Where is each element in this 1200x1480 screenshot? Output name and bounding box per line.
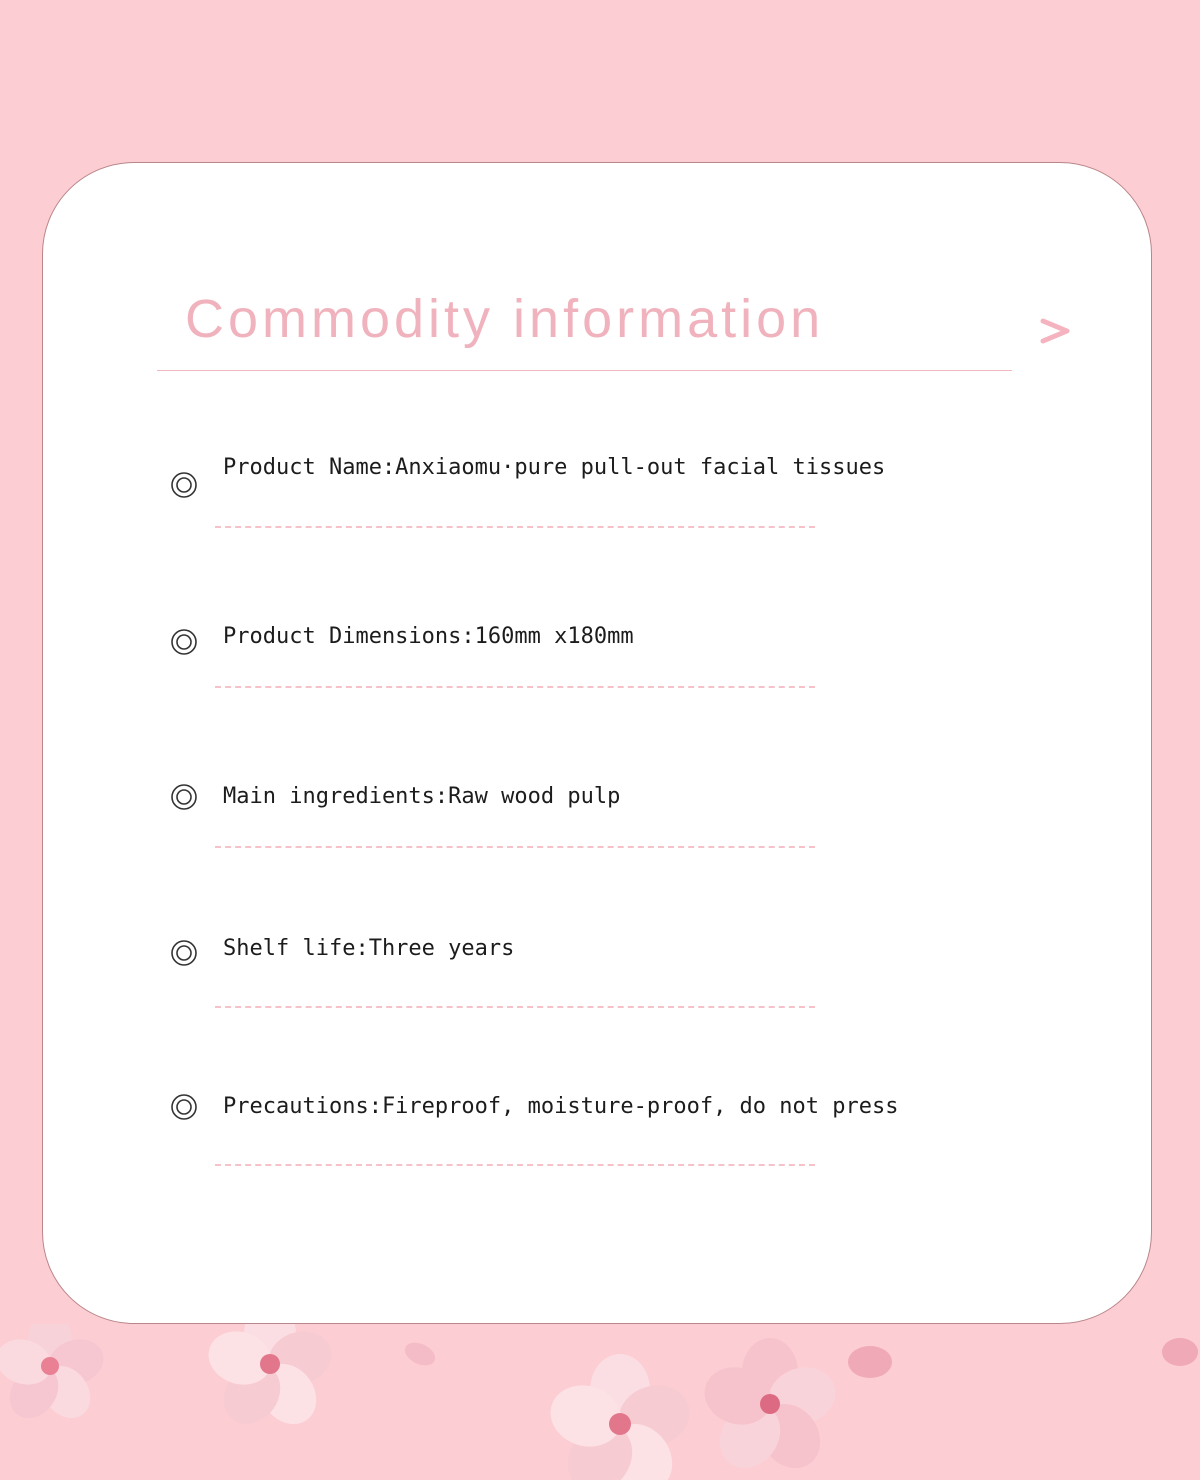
double-circle-bullet-icon <box>169 782 199 812</box>
section-title: Commodity information <box>185 289 825 349</box>
double-circle-bullet-icon <box>169 1092 199 1122</box>
cherry-blossom-decoration <box>0 1324 1200 1480</box>
info-item-text: Product Dimensions:160mm x180mm <box>223 624 634 649</box>
blossom-bud <box>848 1338 1198 1378</box>
dashed-divider <box>215 1006 815 1008</box>
double-circle-bullet-icon <box>169 470 199 500</box>
chevron-right-icon <box>1039 313 1073 349</box>
info-item-shelf-life <box>169 934 1069 1024</box>
info-item-text: Product Name:Anxiaomu·pure pull-out facial tissues <box>223 455 886 480</box>
double-circle-bullet-icon <box>169 938 199 968</box>
info-item-text: Main ingredients:Raw wood pulp <box>223 784 621 809</box>
dashed-divider <box>215 1164 815 1166</box>
info-item-precautions <box>169 1092 1069 1182</box>
dashed-divider <box>215 686 815 688</box>
info-item-product-name <box>169 453 1069 543</box>
dashed-divider <box>215 846 815 848</box>
info-item-ingredients <box>169 782 1069 872</box>
blossom-flower <box>542 1354 697 1480</box>
commodity-info-card <box>42 162 1152 1324</box>
blossom-flower <box>697 1338 843 1480</box>
dashed-divider <box>215 526 815 528</box>
info-item-text: Shelf life:Three years <box>223 936 515 961</box>
double-circle-bullet-icon <box>169 627 199 657</box>
title-divider <box>157 370 1012 371</box>
info-item-text: Precautions:Fireproof, moisture-proof, do not press <box>223 1094 899 1119</box>
blossom-petal <box>401 1338 438 1370</box>
blossom-flower <box>202 1324 339 1435</box>
blossom-flower <box>0 1324 109 1428</box>
info-item-dimensions <box>169 622 1069 712</box>
